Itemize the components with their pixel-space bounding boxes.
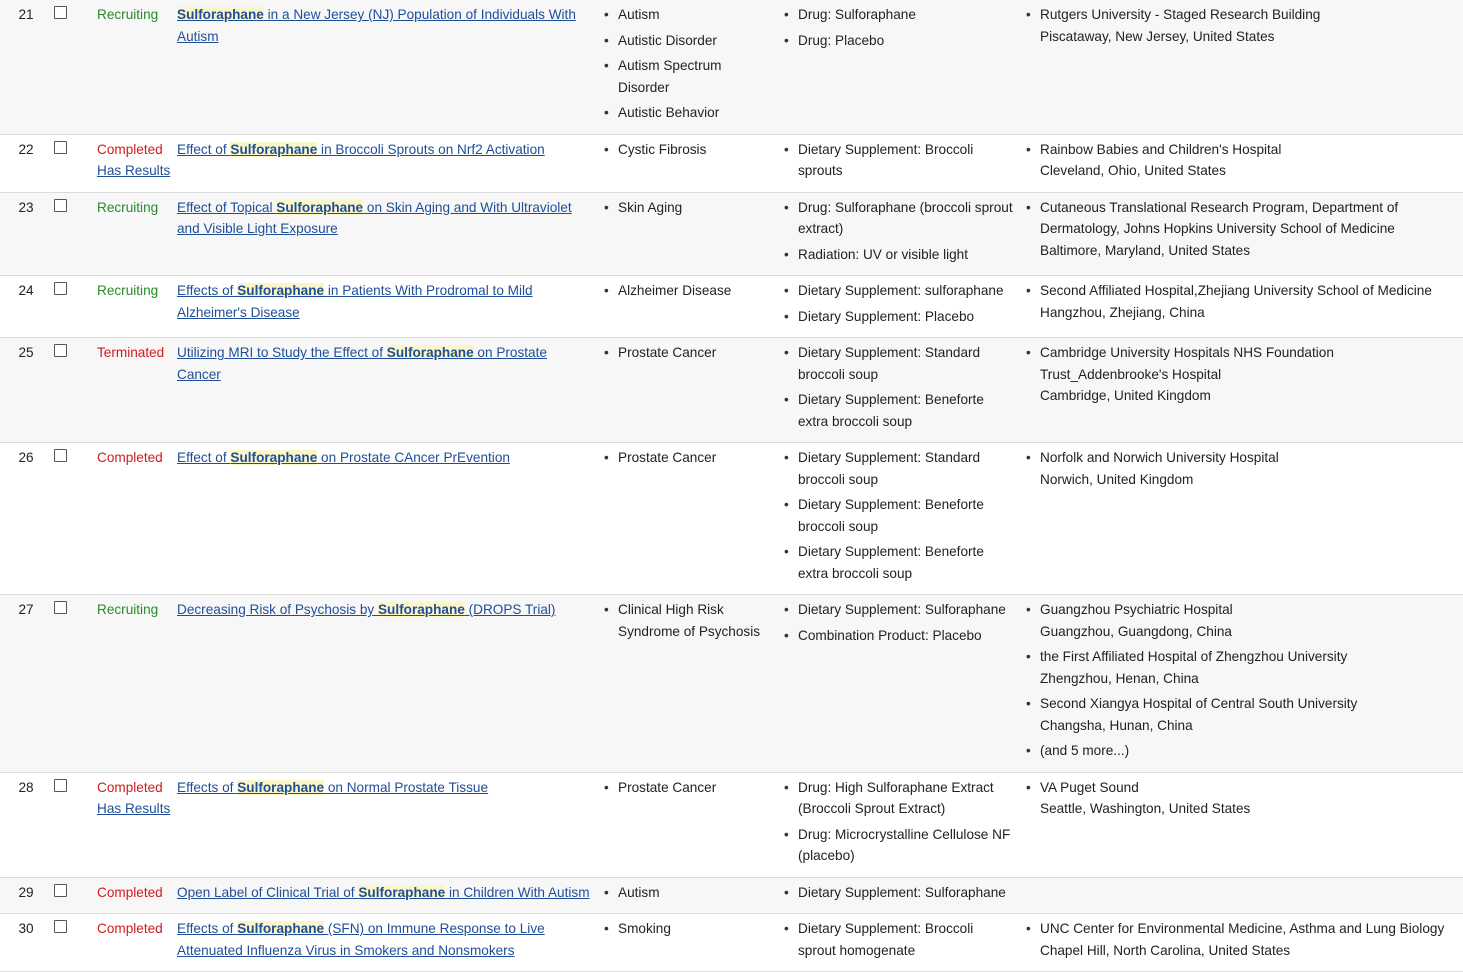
location-line: Zhengzhou, Henan, China: [1040, 670, 1199, 686]
condition-item: • Prostate Cancer: [604, 777, 776, 799]
row-select-cell: [52, 772, 97, 877]
intervention-item: • Dietary Supplement: Broccoli sprouts: [784, 139, 1014, 182]
conditions-cell: [604, 914, 784, 972]
study-title-text: Effect of Topical: [177, 199, 277, 215]
row-select-cell: [52, 914, 97, 972]
interventions-cell: [784, 443, 1026, 595]
intervention-item: • Dietary Supplement: Broccoli sprout homogenate: [784, 918, 1014, 961]
status-cell: [97, 338, 177, 443]
location-item: [1026, 740, 1463, 762]
study-title-text: Open Label of Clinical Trial of: [177, 884, 359, 900]
interventions-list: [784, 918, 1014, 961]
search-term-highlight: Sulforaphane: [237, 779, 325, 795]
row-select-checkbox[interactable]: [54, 344, 67, 357]
location-line: • the First Affiliated Hospital of Zhengzhou University: [1040, 649, 1348, 664]
intervention-item: • Dietary Supplement: Beneforte broccoli soup: [784, 494, 1014, 537]
location-line: • Cutaneous Translational Research Program, Department of Dermatology, Johns Hopkins University School of Medicine: [1040, 199, 1399, 236]
study-title-link[interactable]: [177, 283, 533, 320]
intervention-item: • Dietary Supplement: Beneforte extra broccoli soup: [784, 389, 1014, 432]
table-row: [0, 134, 1463, 192]
interventions-list: [784, 599, 1014, 646]
study-title-text: on Skin Aging and With Ultraviolet and Visible Light Exposure: [177, 199, 572, 236]
row-select-checkbox[interactable]: [54, 920, 67, 933]
location-item: [1026, 693, 1463, 736]
study-title-text: on Prostate Cancer: [177, 345, 547, 382]
condition-item: • Autism: [604, 4, 776, 26]
locations-cell: [1026, 772, 1463, 877]
study-title-cell: [177, 134, 604, 192]
location-line: • VA Puget Sound: [1040, 779, 1139, 795]
study-title-text: on Normal Prostate Tissue: [324, 779, 489, 795]
interventions-list: [784, 342, 1014, 432]
location-line: Piscataway, New Jersey, United States: [1040, 28, 1275, 44]
location-line: Guangzhou, Guangdong, China: [1040, 623, 1232, 639]
locations-cell: [1026, 0, 1463, 134]
conditions-list: [604, 777, 776, 799]
study-title-text: in a New Jersey (NJ) Population of Individuals With Autism: [177, 7, 576, 44]
table-row: [0, 276, 1463, 338]
row-number: 21: [18, 7, 34, 22]
locations-list: [1026, 777, 1463, 820]
conditions-cell: [604, 134, 784, 192]
interventions-cell: [784, 276, 1026, 338]
search-term-highlight: Sulforaphane: [177, 7, 264, 22]
location-item: [1026, 280, 1463, 323]
conditions-cell: [604, 595, 784, 773]
location-item: [1026, 918, 1463, 961]
status-badge: Completed: [97, 141, 163, 157]
study-title-cell: [177, 443, 604, 595]
location-item: [1026, 599, 1463, 642]
condition-item: • Smoking: [604, 918, 776, 940]
conditions-list: [604, 918, 776, 940]
status-cell: [97, 914, 177, 972]
study-title-cell: [177, 877, 604, 914]
status-cell: [97, 192, 177, 276]
location-item: [1026, 139, 1463, 182]
search-term-highlight: Sulforaphane: [358, 884, 446, 900]
study-title-link[interactable]: [177, 345, 547, 382]
search-term-highlight: Sulforaphane: [377, 602, 465, 617]
condition-item: • Autism: [604, 882, 776, 904]
interventions-cell: [784, 877, 1026, 914]
table-row: [0, 595, 1463, 773]
row-number: 28: [18, 779, 34, 795]
row-select-cell: [52, 595, 97, 773]
locations-list: [1026, 280, 1463, 323]
location-line: • Rutgers University - Staged Research Building: [1040, 7, 1321, 22]
interventions-list: [784, 197, 1014, 266]
location-line: Seattle, Washington, United States: [1040, 801, 1251, 816]
study-title-text: (DROPS Trial): [464, 602, 556, 617]
study-title-text: Utilizing MRI to Study the Effect of: [177, 345, 387, 360]
search-term-highlight: Sulforaphane: [237, 283, 325, 298]
conditions-cell: [604, 772, 784, 877]
conditions-cell: [604, 443, 784, 595]
interventions-list: [784, 447, 1014, 584]
interventions-cell: [784, 0, 1026, 134]
condition-item: • Autism Spectrum Disorder: [604, 55, 776, 98]
row-number: 23: [18, 199, 34, 215]
locations-cell: [1026, 443, 1463, 595]
intervention-item: • Dietary Supplement: Beneforte extra broccoli soup: [784, 541, 1014, 584]
table-row: [0, 192, 1463, 276]
status-cell: [97, 276, 177, 338]
interventions-list: [784, 280, 1014, 327]
interventions-cell: [784, 134, 1026, 192]
row-select-checkbox[interactable]: [54, 779, 67, 792]
study-title-link[interactable]: [177, 142, 545, 157]
study-title-link[interactable]: [177, 7, 576, 44]
locations-list: [1026, 342, 1463, 407]
locations-list: [1026, 918, 1463, 961]
location-line: • Second Xiangya Hospital of Central South University: [1040, 696, 1358, 711]
row-select-cell: [52, 443, 97, 595]
location-line: Chapel Hill, North Carolina, United States: [1040, 942, 1291, 958]
study-title-text: Effect of: [177, 141, 231, 157]
search-term-highlight: Sulforaphane: [237, 921, 325, 936]
intervention-item: • Radiation: UV or visible light: [784, 244, 1014, 266]
row-number: 26: [18, 450, 34, 465]
row-number: 29: [18, 884, 34, 900]
intervention-item: • Dietary Supplement: Standard broccoli soup: [784, 342, 1014, 385]
location-line: • Norfolk and Norwich University Hospital: [1040, 450, 1279, 465]
locations-cell: [1026, 276, 1463, 338]
study-title-link[interactable]: [177, 200, 572, 237]
locations-cell: [1026, 595, 1463, 773]
location-line: • Guangzhou Psychiatric Hospital: [1040, 602, 1233, 617]
row-select-cell: [52, 0, 97, 134]
locations-cell: [1026, 338, 1463, 443]
location-line: • Cambridge University Hospitals NHS Foundation Trust_Addenbrooke's Hospital: [1040, 345, 1334, 382]
interventions-list: [784, 139, 1014, 182]
table-row: [0, 338, 1463, 443]
conditions-list: [604, 599, 776, 642]
locations-list: [1026, 599, 1463, 762]
interventions-list: [784, 777, 1014, 867]
locations-list: [1026, 447, 1463, 490]
location-item: [1026, 342, 1463, 407]
row-select-cell: [52, 877, 97, 914]
conditions-list: [604, 197, 776, 219]
status-cell: [97, 443, 177, 595]
row-number: 24: [18, 283, 34, 298]
row-select-cell: [52, 276, 97, 338]
row-number: 25: [18, 345, 34, 360]
locations-list: [1026, 4, 1463, 47]
condition-item: • Cystic Fibrosis: [604, 139, 776, 161]
locations-list: [1026, 139, 1463, 182]
conditions-list: [604, 342, 776, 364]
row-select-checkbox[interactable]: [54, 449, 67, 462]
location-item: [1026, 4, 1463, 47]
study-title-text: Decreasing Risk of Psychosis by: [177, 602, 378, 617]
study-title-text: on Prostate CAncer PrEvention: [317, 450, 510, 465]
intervention-item: • Dietary Supplement: sulforaphane: [784, 280, 1014, 302]
intervention-item: • Drug: High Sulforaphane Extract (Broccoli Sprout Extract): [784, 777, 1014, 820]
row-select-cell: [52, 192, 97, 276]
status-badge: Recruiting: [97, 199, 159, 215]
status-cell: [97, 134, 177, 192]
search-term-highlight: Sulforaphane: [230, 141, 318, 157]
locations-list: [1026, 197, 1463, 262]
conditions-list: [604, 280, 776, 302]
study-title-cell: [177, 276, 604, 338]
study-title-cell: [177, 772, 604, 877]
location-line: • (and 5 more...): [1040, 743, 1130, 758]
conditions-cell: [604, 877, 784, 914]
interventions-cell: [784, 192, 1026, 276]
study-title-link[interactable]: [177, 921, 545, 958]
location-item: [1026, 646, 1463, 689]
location-line: Baltimore, Maryland, United States: [1040, 242, 1251, 258]
row-select-cell: [52, 134, 97, 192]
condition-item: • Prostate Cancer: [604, 342, 776, 364]
status-badge: Recruiting: [97, 283, 159, 298]
location-line: Hangzhou, Zhejiang, China: [1040, 304, 1205, 320]
conditions-cell: [604, 338, 784, 443]
location-item: [1026, 197, 1463, 262]
condition-item: • Skin Aging: [604, 197, 776, 219]
intervention-item: • Dietary Supplement: Sulforaphane: [784, 882, 1014, 904]
row-select-checkbox[interactable]: [54, 199, 67, 212]
conditions-list: [604, 139, 776, 161]
locations-cell: [1026, 134, 1463, 192]
search-term-highlight: Sulforaphane: [276, 199, 364, 215]
study-title-link[interactable]: [177, 885, 590, 900]
intervention-item: • Drug: Microcrystalline Cellulose NF (placebo): [784, 824, 1014, 867]
study-title-cell: [177, 595, 604, 773]
search-term-highlight: Sulforaphane: [230, 450, 318, 465]
intervention-item: • Combination Product: Placebo: [784, 625, 1014, 647]
intervention-item: • Drug: Sulforaphane (broccoli sprout extract): [784, 197, 1014, 240]
row-select-cell: [52, 338, 97, 443]
condition-item: • Autistic Disorder: [604, 30, 776, 52]
row-select-checkbox[interactable]: [54, 884, 67, 897]
study-title-text: in Children With Autism: [445, 884, 590, 900]
study-title-text: Effects of: [177, 779, 238, 795]
conditions-list: [604, 882, 776, 904]
location-line: Changsha, Hunan, China: [1040, 717, 1193, 733]
study-title-text: (SFN) on Immune Response to Live Attenuated Influenza Virus in Smokers and Nonsmokers: [177, 921, 545, 958]
interventions-cell: [784, 772, 1026, 877]
study-title-text: Effect of: [177, 450, 231, 465]
interventions-cell: [784, 595, 1026, 773]
has-results-link[interactable]: Has Results: [97, 163, 171, 178]
row-number: 30: [18, 921, 34, 936]
location-line: Norwich, United Kingdom: [1040, 471, 1194, 487]
study-title-link[interactable]: [177, 602, 555, 617]
status-badge: Recruiting: [97, 7, 159, 22]
interventions-list: [784, 4, 1014, 51]
table-row: [0, 443, 1463, 595]
study-title-cell: [177, 0, 604, 134]
location-line: Cambridge, United Kingdom: [1040, 388, 1211, 403]
location-line: • Rainbow Babies and Children's Hospital: [1040, 141, 1282, 157]
location-item: [1026, 777, 1463, 820]
study-title-text: Effects of: [177, 921, 238, 936]
intervention-item: • Dietary Supplement: Placebo: [784, 306, 1014, 328]
row-select-checkbox[interactable]: [54, 282, 67, 295]
status-badge: Recruiting: [97, 602, 159, 617]
row-select-checkbox[interactable]: [54, 141, 67, 154]
row-number: 22: [18, 141, 34, 157]
study-title-link[interactable]: [177, 450, 510, 465]
status-cell: [97, 595, 177, 773]
table-row: [0, 0, 1463, 134]
conditions-list: [604, 447, 776, 469]
locations-cell: [1026, 914, 1463, 972]
location-line: • Second Affiliated Hospital,Zhejiang University School of Medicine: [1040, 283, 1432, 298]
condition-item: • Autistic Behavior: [604, 102, 776, 124]
interventions-list: [784, 882, 1014, 904]
intervention-item: • Dietary Supplement: Sulforaphane: [784, 599, 1014, 621]
status-badge: Terminated: [97, 345, 165, 360]
study-title-cell: [177, 914, 604, 972]
study-title-text: in Patients With Prodromal to Mild Alzheimer's Disease: [177, 283, 533, 320]
conditions-cell: [604, 0, 784, 134]
condition-item: • Clinical High Risk Syndrome of Psychosis: [604, 599, 776, 642]
locations-cell: [1026, 877, 1463, 914]
has-results-link[interactable]: Has Results: [97, 801, 171, 816]
location-line: Cleveland, Ohio, United States: [1040, 163, 1226, 178]
row-select-checkbox[interactable]: [54, 601, 67, 614]
status-badge: Completed: [97, 884, 163, 900]
condition-item: • Prostate Cancer: [604, 447, 776, 469]
intervention-item: • Dietary Supplement: Standard broccoli soup: [784, 447, 1014, 490]
study-title-link[interactable]: [177, 780, 488, 795]
status-cell: [97, 877, 177, 914]
study-title-cell: [177, 192, 604, 276]
conditions-cell: [604, 276, 784, 338]
locations-cell: [1026, 192, 1463, 276]
search-term-highlight: Sulforaphane: [386, 345, 474, 360]
table-row: [0, 914, 1463, 972]
study-title-cell: [177, 338, 604, 443]
status-badge: Completed: [97, 921, 163, 936]
row-number: 27: [18, 602, 34, 617]
location-item: [1026, 447, 1463, 490]
interventions-cell: [784, 338, 1026, 443]
status-badge: Completed: [97, 779, 163, 795]
status-cell: [97, 772, 177, 877]
conditions-list: [604, 4, 776, 124]
status-cell: [97, 0, 177, 134]
interventions-cell: [784, 914, 1026, 972]
study-title-text: in Broccoli Sprouts on Nrf2 Activation: [317, 141, 545, 157]
table-row: [0, 877, 1463, 914]
location-line: • UNC Center for Environmental Medicine, Asthma and Lung Biology: [1040, 921, 1445, 936]
intervention-item: • Drug: Placebo: [784, 30, 1014, 52]
conditions-cell: [604, 192, 784, 276]
table-row: [0, 772, 1463, 877]
study-title-text: Effects of: [177, 283, 238, 298]
intervention-item: • Drug: Sulforaphane: [784, 4, 1014, 26]
status-badge: Completed: [97, 450, 163, 465]
row-select-checkbox[interactable]: [54, 6, 67, 19]
condition-item: • Alzheimer Disease: [604, 280, 776, 302]
